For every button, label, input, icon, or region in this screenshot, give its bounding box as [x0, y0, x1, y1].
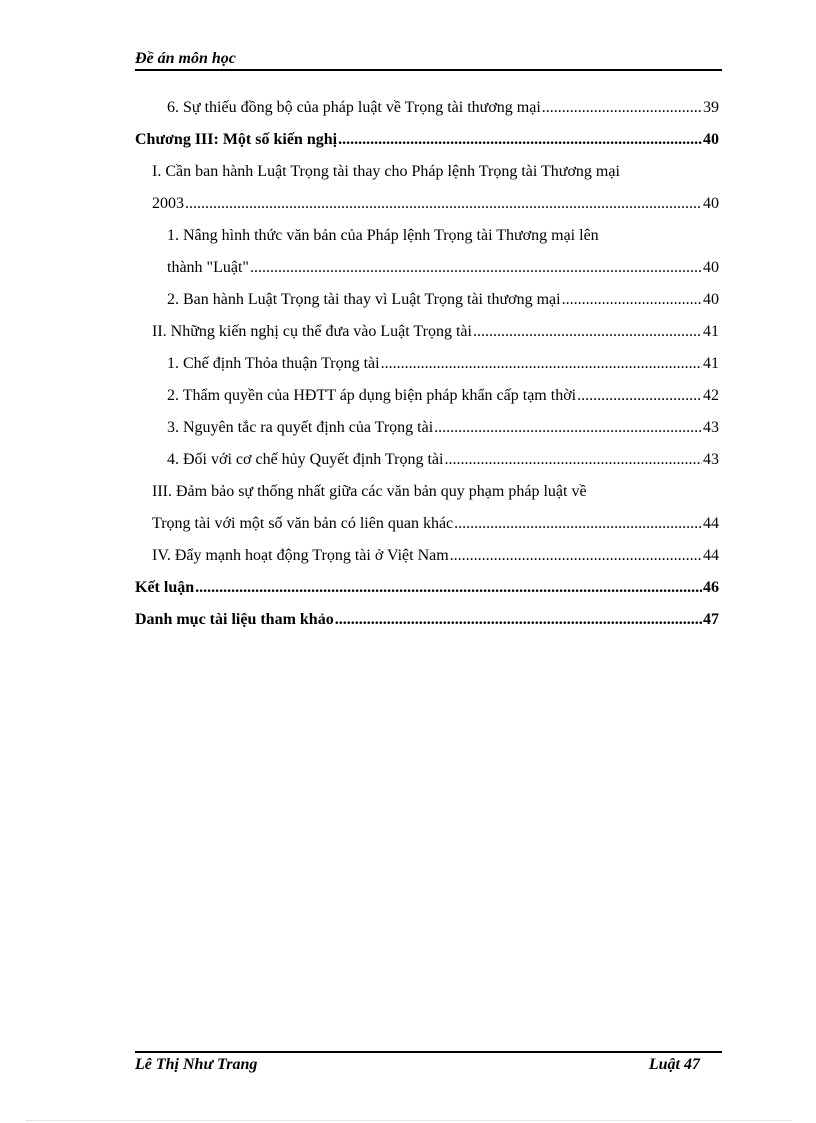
toc-leader — [454, 508, 702, 540]
toc-entry[interactable] — [135, 156, 719, 220]
toc-entry-title: Danh mục tài liệu tham khảo — [135, 611, 334, 628]
footer-class: Luật 47 — [648, 1056, 700, 1073]
toc-entry-title: II. Những kiến nghị cụ thể đưa vào Luật Trọng tài — [152, 323, 472, 340]
toc-leader — [434, 412, 702, 444]
toc-leader — [473, 316, 702, 348]
toc-page-number: 40 — [703, 291, 719, 308]
toc-leader — [335, 604, 702, 636]
toc-leader — [185, 188, 702, 220]
toc-page-number: 42 — [703, 387, 719, 404]
toc-entry[interactable] — [135, 444, 719, 476]
toc-page-number: 43 — [703, 451, 719, 468]
toc-entry-title: 1. Chế định Thỏa thuận Trọng tài — [167, 355, 380, 372]
toc-entry[interactable] — [135, 380, 719, 412]
toc-page-number: 47 — [703, 611, 719, 628]
toc-entry-title: Chương III: Một số kiến nghị — [135, 131, 338, 148]
header-divider — [135, 69, 722, 71]
table-of-contents — [135, 92, 719, 636]
toc-leader — [577, 380, 702, 412]
toc-leader — [195, 572, 702, 604]
toc-leader — [250, 252, 702, 284]
toc-entry-title: Kết luận — [135, 579, 195, 596]
toc-leader — [562, 284, 702, 316]
toc-page-number: 40 — [703, 259, 719, 276]
toc-page-number: 44 — [703, 547, 719, 564]
toc-page-number: 40 — [703, 131, 719, 148]
toc-page-number: 46 — [703, 579, 719, 596]
toc-entry-title-cont: 2003 — [152, 195, 184, 212]
toc-entry-title: 3. Nguyên tắc ra quyết định của Trọng tài — [167, 419, 434, 436]
footer-author: Lê Thị Như Trang — [135, 1056, 258, 1073]
toc-entry[interactable] — [135, 412, 719, 444]
toc-page-number: 43 — [703, 419, 719, 436]
toc-entry-title: IV. Đẩy mạnh hoạt động Trọng tài ở Việt Nam — [152, 547, 449, 564]
toc-entry-chapter[interactable] — [135, 124, 719, 156]
page-header: Đề án môn học — [135, 50, 236, 67]
toc-entry-title-cont: Trọng tài với một số văn bản có liên quan khác — [152, 515, 454, 532]
toc-page-number: 40 — [703, 195, 719, 212]
toc-leader — [381, 348, 702, 380]
toc-page-number: 41 — [703, 355, 719, 372]
toc-entry[interactable] — [135, 284, 719, 316]
toc-entry[interactable] — [135, 348, 719, 380]
toc-entry-title: 1. Nâng hình thức văn bản của Pháp lệnh Trọng tài Thương mại lên — [167, 227, 599, 244]
toc-leader — [542, 92, 702, 124]
toc-entry-title: I. Cần ban hành Luật Trọng tài thay cho Pháp lệnh Trọng tài Thương mại — [152, 163, 620, 180]
toc-entry[interactable] — [135, 316, 719, 348]
page-bottom-edge — [26, 1120, 792, 1121]
toc-page-number: 39 — [703, 99, 719, 116]
toc-page-number: 41 — [703, 323, 719, 340]
toc-page-number: 44 — [703, 515, 719, 532]
toc-entry-title: 4. Đối với cơ chế hủy Quyết định Trọng tài — [167, 451, 444, 468]
toc-entry-title: 2. Ban hành Luật Trọng tài thay vì Luật Trọng tài thương mại — [167, 291, 561, 308]
footer-divider — [135, 1051, 722, 1053]
toc-entry-title-cont: thành "Luật" — [167, 259, 249, 276]
toc-entry-references[interactable] — [135, 604, 719, 636]
toc-leader — [338, 124, 702, 156]
toc-entry[interactable] — [135, 476, 719, 540]
toc-entry[interactable] — [135, 92, 719, 124]
toc-entry-title: III. Đảm bảo sự thống nhất giữa các văn bản quy phạm pháp luật về — [152, 483, 587, 500]
toc-entry[interactable] — [135, 540, 719, 572]
toc-leader — [444, 444, 702, 476]
toc-entry[interactable] — [135, 220, 719, 284]
toc-entry-title: 6. Sự thiếu đồng bộ của pháp luật về Trọng tài thương mại — [167, 99, 541, 116]
toc-entry-conclusion[interactable] — [135, 572, 719, 604]
toc-entry-title: 2. Thẩm quyền của HĐTT áp dụng biện pháp khẩn cấp tạm thời — [167, 387, 577, 404]
toc-leader — [450, 540, 702, 572]
